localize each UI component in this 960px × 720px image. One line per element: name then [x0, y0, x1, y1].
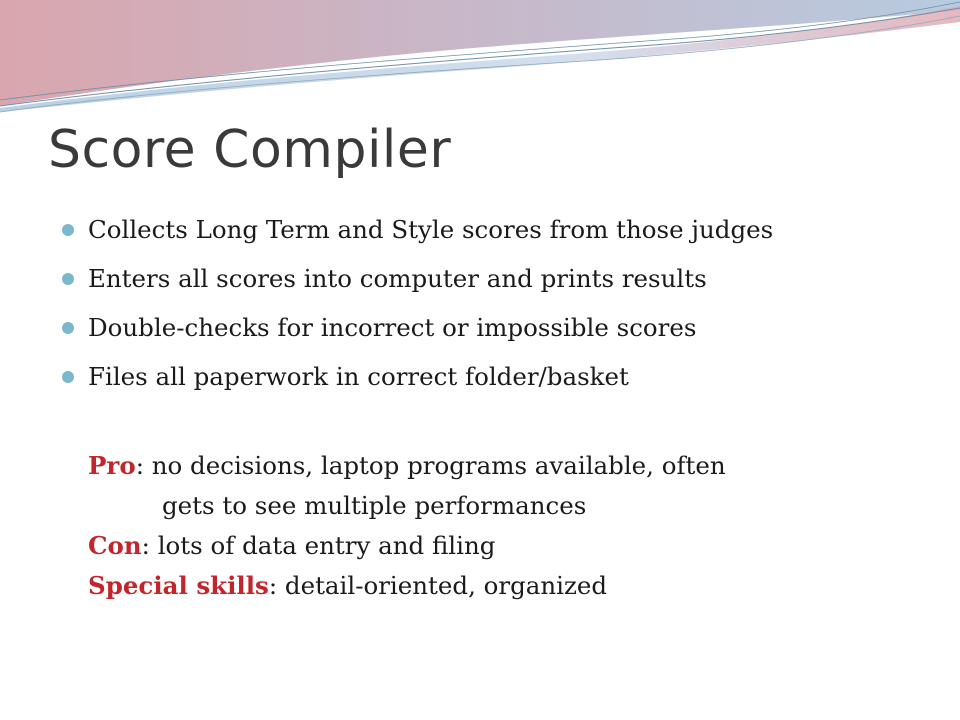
pro-line	[88, 446, 948, 486]
pro-continuation: gets to see multiple performances	[162, 491, 587, 520]
bullet-dot-icon	[62, 322, 74, 334]
pro-label: Pro	[88, 451, 136, 480]
con-label: Con	[88, 531, 142, 560]
special-skills-line	[88, 566, 948, 606]
bullet-item	[62, 261, 942, 310]
bullet-item	[62, 212, 942, 261]
special-skills-text: : detail-oriented, organized	[268, 571, 608, 600]
con-line	[88, 526, 948, 566]
bullet-dot-icon	[62, 273, 74, 285]
bullet-list	[62, 212, 942, 408]
header-swoosh-decoration	[0, 0, 960, 130]
bullet-item	[62, 310, 942, 359]
bullet-text: Enters all scores into computer and prints results	[88, 264, 707, 293]
slide-title: Score Compiler	[48, 120, 452, 180]
bullet-text: Files all paperwork in correct folder/basket	[88, 362, 629, 391]
pros-cons-block	[88, 446, 948, 606]
bullet-text: Collects Long Term and Style scores from those judges	[88, 215, 774, 244]
bullet-text: Double-checks for incorrect or impossible scores	[88, 313, 697, 342]
pro-text: : no decisions, laptop programs available, often	[135, 451, 726, 480]
con-text: : lots of data entry and filing	[141, 531, 496, 560]
bullet-dot-icon	[62, 371, 74, 383]
bullet-dot-icon	[62, 224, 74, 236]
bullet-item	[62, 359, 942, 408]
special-skills-label: Special skills	[88, 571, 269, 600]
